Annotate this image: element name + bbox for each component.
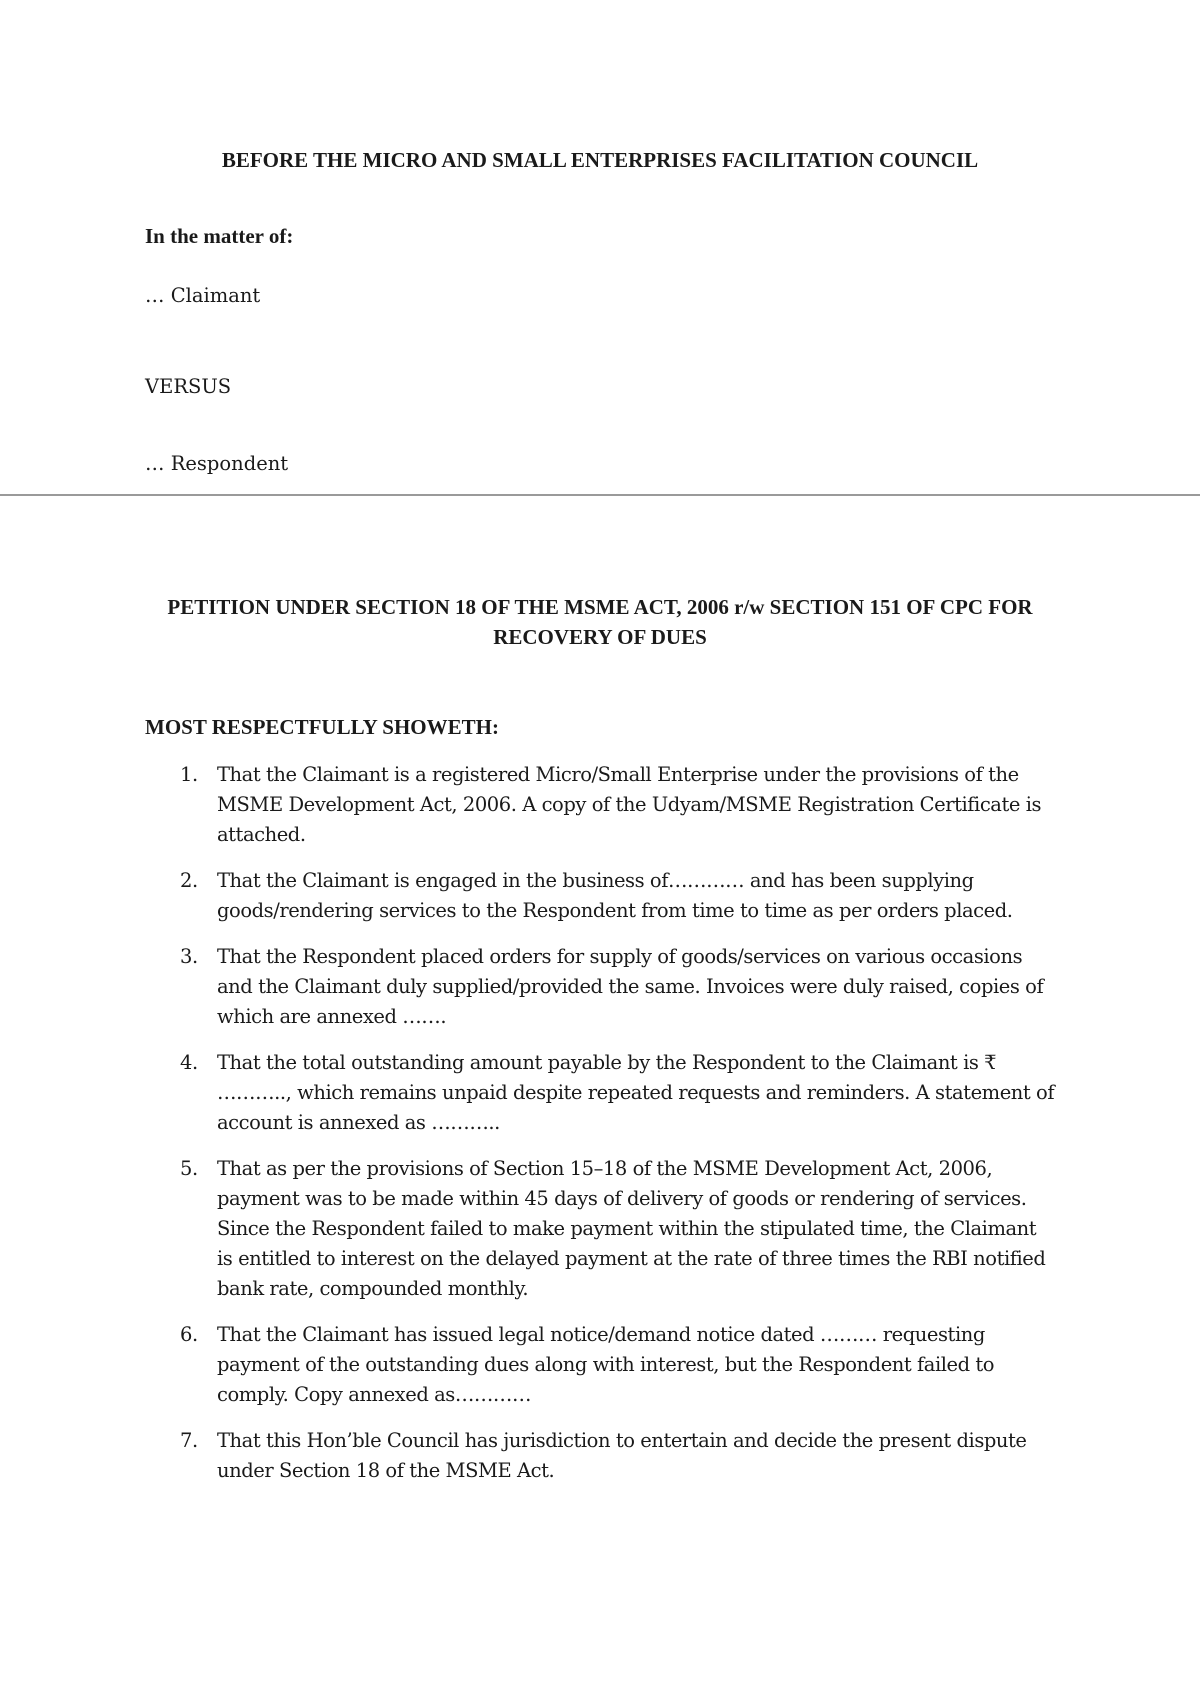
- versus-line: VERSUS: [145, 375, 232, 398]
- paragraph-number: 7.: [180, 1429, 198, 1452]
- paragraph-number: 5.: [180, 1157, 198, 1180]
- paragraph-text: That the Respondent placed orders for supply of goods/services on various occasions and the Claimant duly supplied/provided the same. Invoices were duly raised, copies of which are annexed …….: [217, 945, 1044, 1028]
- paragraph-item: [0, 1154, 1057, 1304]
- showeth-heading: MOST RESPECTFULLY SHOWETH:: [145, 715, 499, 739]
- paragraph-item: [0, 866, 1057, 926]
- paragraph-text: That the Claimant is engaged in the business of………… and has been supplying goods/rendering services to the Respondent from time to time as per orders placed.: [217, 869, 1013, 922]
- paragraph-item: [0, 1320, 1057, 1410]
- paragraph-number: 6.: [180, 1323, 198, 1346]
- section-divider: [0, 494, 1200, 496]
- paragraph-item: [0, 1048, 1057, 1138]
- paragraph-text: That the Claimant has issued legal notice/demand notice dated ……… requesting payment of the outstanding dues along with interest, but the Respondent failed to comply. Copy annexed as…………: [217, 1323, 995, 1406]
- petition-title: PETITION UNDER SECTION 18 OF THE MSME ACT, 2006 r/w SECTION 151 OF CPC FOR RECOVERY OF DUES: [167, 595, 1033, 649]
- paragraph-list: [0, 760, 1200, 1502]
- page-title: BEFORE THE MICRO AND SMALL ENTERPRISES FACILITATION COUNCIL: [221, 148, 979, 172]
- paragraph-text: That the Claimant is a registered Micro/Small Enterprise under the provisions of the MSME Development Act, 2006. A copy of the Udyam/MSME Registration Certificate is attached.: [217, 763, 1042, 846]
- matter-label: In the matter of:: [145, 224, 294, 248]
- respondent-line: … Respondent: [145, 452, 289, 475]
- paragraph-item: [0, 942, 1057, 1032]
- paragraph-item: [0, 760, 1057, 850]
- paragraph-item: [0, 1426, 1057, 1486]
- claimant-line: … Claimant: [145, 284, 261, 307]
- paragraph-text: That the total outstanding amount payable by the Respondent to the Claimant is ₹ ……….., which remains unpaid despite repeated requests and reminders. A statement of account is annexed as ………..: [217, 1051, 1055, 1134]
- paragraph-number: 1.: [180, 763, 198, 786]
- paragraph-number: 4.: [180, 1051, 198, 1074]
- paragraph-text: That this Hon’ble Council has jurisdiction to entertain and decide the present dispute under Section 18 of the MSME Act.: [217, 1429, 1027, 1482]
- paragraph-text: That as per the provisions of Section 15–18 of the MSME Development Act, 2006, payment was to be made within 45 days of delivery of goods or rendering of services. Since the Respondent failed to make payment within the stipulated time, the Claimant is entitled to interest on the delayed payment at the rate of three times the RBI notified bank rate, compounded monthly.: [217, 1157, 1046, 1300]
- paragraph-number: 3.: [180, 945, 198, 968]
- paragraph-number: 2.: [180, 869, 198, 892]
